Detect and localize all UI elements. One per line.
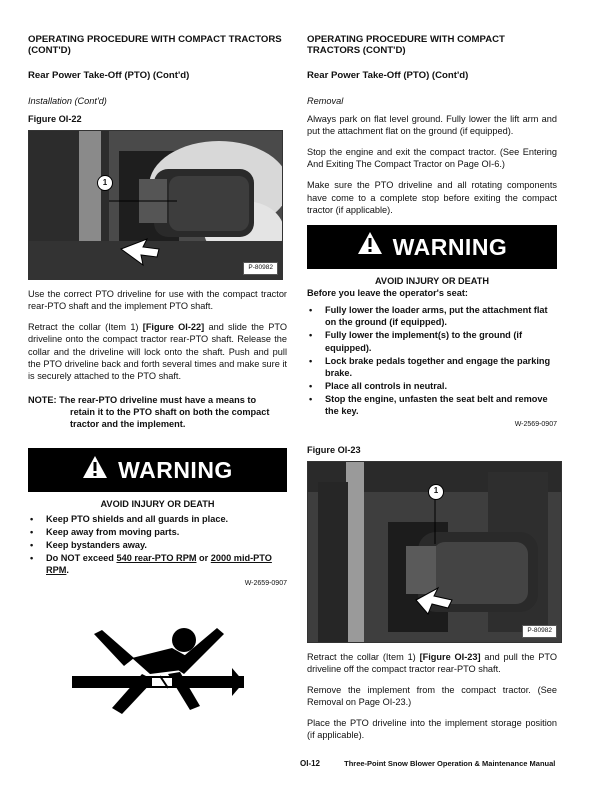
warning-item: • Stop the engine, unfasten the seat belt and remove the key. [307, 393, 557, 417]
section-header: OPERATING PROCEDURE WITH COMPACT TRACTORS (CONT'D) [307, 34, 505, 57]
text-run: and pull the PTO driveline off the compact tractor rear-PTO shaft. [307, 651, 557, 674]
paragraph [307, 651, 557, 675]
figure-photo-oi-22 [28, 130, 283, 280]
callout-1: 1 [428, 484, 444, 500]
pto-driveline-photo [29, 131, 282, 279]
avoid-injury-text: AVOID INJURY OR DEATH [374, 275, 489, 286]
right-column [307, 34, 557, 751]
warning-item: • Fully lower the loader arms, put the attachment flat on the ground (if equipped). [307, 304, 557, 328]
paragraph: Remove the implement from the compact tractor. (See Removal on Page OI-23.) [307, 685, 557, 708]
entanglement-icon [72, 618, 244, 718]
section-italic: Installation (Cont'd) [28, 95, 107, 106]
before-leave-text: Before you leave the operator's seat: [307, 287, 468, 298]
figure-reference: [Figure OI-22] [142, 322, 205, 333]
paragraph: Make sure the PTO driveline and all rotating components have come to a complete stop before exiting the compact tractor (if applicable). [307, 180, 557, 215]
section-header: OPERATING PROCEDURE WITH COMPACT TRACTORS (CONT'D) [28, 34, 282, 57]
warning-list [307, 304, 557, 417]
warning-list [28, 513, 287, 577]
text-run: or [196, 552, 211, 563]
warning-triangle-icon [357, 231, 383, 262]
page-number: OI-12 [300, 759, 321, 768]
callout-1: 1 [97, 175, 113, 191]
paragraph: Use the correct PTO driveline for use with the compact tractor rear-PTO shaft and the implement PTO shaft. [28, 289, 287, 312]
warning-triangle-icon [82, 455, 108, 486]
left-column [28, 34, 287, 722]
page-footer [300, 759, 555, 768]
note-line-2: retain it to the PTO shaft on both the compact tractor and the implement. [70, 407, 270, 430]
figure-label: Figure OI-23 [307, 444, 361, 455]
paragraph [28, 321, 287, 382]
warning-item: • Lock brake pedals together and engage the parking brake. [307, 355, 557, 379]
avoid-injury-text: AVOID INJURY OR DEATH [100, 499, 215, 510]
note [28, 394, 287, 430]
warning-item: • Fully lower the implement(s) to the ground (if equipped). [307, 329, 557, 353]
warning-banner [307, 225, 557, 269]
figure-label: Figure OI-22 [28, 113, 82, 124]
text-run: Retract the collar (Item 1) [307, 651, 420, 662]
warning-item: • Keep bystanders away. [28, 539, 287, 551]
text-run: 540 rear-PTO RPM [116, 552, 197, 563]
warning-banner [28, 448, 287, 492]
text-run: . [66, 565, 69, 576]
text-run: 2000 mid-PTO RPM [46, 552, 272, 576]
subsection-header: Rear Power Take-Off (PTO) (Cont'd) [307, 70, 469, 82]
figure-photo-oi-23 [307, 461, 562, 643]
warning-code: W-2659-0907 [244, 580, 287, 588]
warning-code: W-2569-0907 [514, 421, 557, 429]
figure-part-number: P-80982 [243, 262, 278, 275]
manual-title: Three-Point Snow Blower Operation & Maintenance Manual [344, 759, 556, 768]
text-run: Do NOT exceed [46, 552, 117, 563]
entanglement-pictogram [72, 618, 287, 721]
warning-title: WARNING [118, 457, 233, 484]
warning-title: WARNING [392, 233, 508, 260]
section-italic: Removal [307, 95, 344, 106]
warning-item: • Keep away from moving parts. [28, 526, 287, 538]
figure-reference: [Figure OI-23] [419, 651, 481, 662]
warning-item: • Place all controls in neutral. [307, 380, 557, 392]
subsection-header: Rear Power Take-Off (PTO) (Cont'd) [28, 70, 190, 82]
paragraph: Place the PTO driveline into the implement storage position (if applicable). [307, 718, 557, 741]
figure-part-number: P-80982 [522, 625, 557, 638]
note-line-1: NOTE: The rear-PTO driveline must have a means to [28, 394, 257, 405]
paragraph: Always park on flat level ground. Fully lower the lift arm and put the attachment flat on the ground (if equipped). [307, 113, 557, 136]
text-run: Retract the collar (Item 1) [28, 322, 143, 333]
paragraph: Stop the engine and exit the compact tractor. (See Entering And Exiting The Compact Tractor on Page OI-6.) [307, 147, 557, 170]
warning-item: • Keep PTO shields and all guards in place. [28, 513, 287, 525]
text-run: and slide the PTO driveline onto the compact tractor rear-PTO shaft. Release the collar and the driveline will lock onto the shaft. Push and pull the PTO driveline back and forth several times and make sure it is securely attached to the PTO shaft. [28, 322, 287, 381]
warning-item [28, 552, 287, 576]
